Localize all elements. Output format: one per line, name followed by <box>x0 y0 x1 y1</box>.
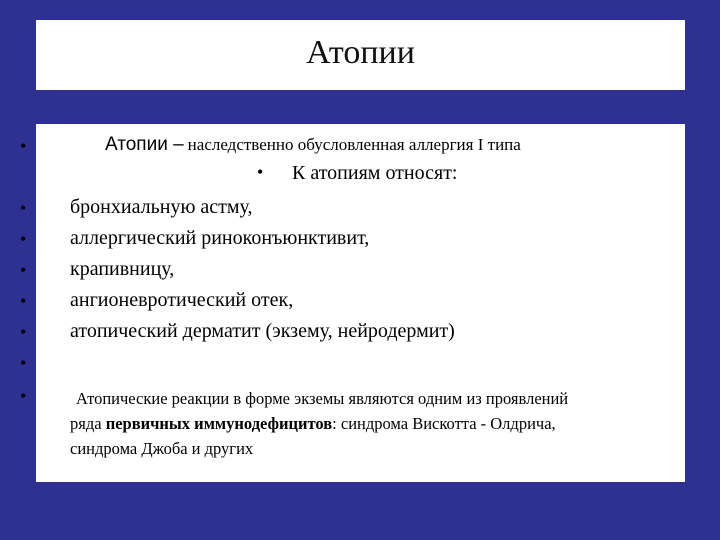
bullet: • <box>20 198 27 218</box>
bullet: • <box>257 162 264 182</box>
list-item: крапивницу, <box>70 258 175 280</box>
note-line-3: синдрома Джоба и других <box>70 439 254 458</box>
content-panel <box>36 124 685 482</box>
list-item: бронхиальную астму, <box>70 196 253 218</box>
bullet: • <box>20 291 27 311</box>
bullet: • <box>20 260 27 280</box>
list-item: аллергический риноконъюнктивит, <box>70 227 370 249</box>
intro-line <box>105 134 521 156</box>
note-line-2 <box>70 411 556 436</box>
intro-term: Атопии – <box>105 134 184 155</box>
list-item: ангионевротический отек, <box>70 289 294 311</box>
note-line-2-prefix: ряда <box>70 414 106 433</box>
slide-title: Атопии <box>306 34 415 71</box>
bullet: • <box>20 322 27 342</box>
bullet: • <box>20 353 27 373</box>
note-line-2-suffix: : синдрома Вискотта - Олдрича, <box>332 414 556 433</box>
note-emphasis: первичных иммунодефицитов <box>105 414 333 433</box>
note-line-1: Атопические реакции в форме экземы являются одним из проявлений <box>76 389 569 408</box>
bullet: • <box>20 386 27 406</box>
title-panel <box>36 20 685 90</box>
bullet: • <box>20 229 27 249</box>
list-item: атопический дерматит (экзему, нейродермит) <box>70 320 455 342</box>
intro-definition: наследственно обусловленная аллергия I типа <box>187 135 521 154</box>
bullet: • <box>20 136 27 156</box>
subheading: К атопиям относят: <box>292 162 458 184</box>
